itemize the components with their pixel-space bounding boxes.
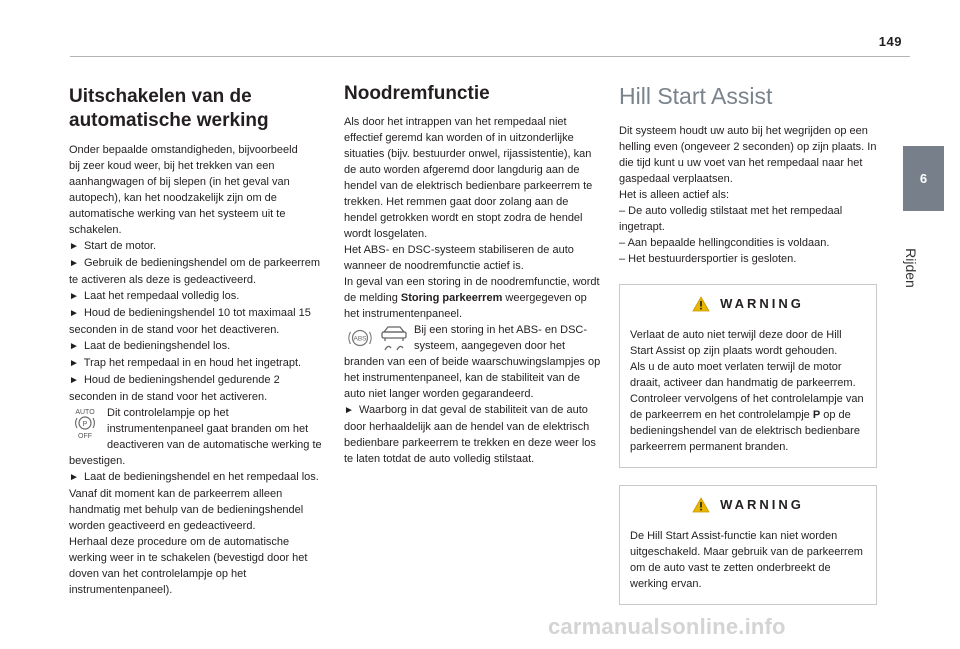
step-item: ► Houd de bedieningshendel 10 tot maximaal 15 seconden in de stand voor het deactiveren. (69, 307, 311, 336)
fault-message: Storing parkeerrem (400, 292, 503, 304)
column-auto-off (69, 82, 327, 598)
condition-item: – De auto volledig stilstaat met het rempedaal ingetrapt. (619, 205, 843, 233)
abs-dsc-block (344, 322, 602, 402)
watermark: carmanualsonline.info (548, 614, 786, 639)
section-title: Noodremfunctie (344, 83, 490, 104)
arrow-icon: ► (69, 241, 79, 252)
svg-text:P: P (82, 421, 88, 428)
paragraph-1: Als door het intrappen van het rempedaal niet effectief geremd kan worden of in uitzonderlijke situaties (bijv. bestuurder onwel, rijassistentie), kan de auto worden afgeremd door langdurig aan de hendel van de elektrisch bedienbare parkeerrem te trekken. Het remmen gaat door zolang aan de hendel getrokken wordt en stopt zodra de hendel wordt losgelaten. (344, 116, 593, 240)
paragraph-2: Het ABS- en DSC-systeem stabiliseren de auto wanneer de noodremfunctie actief is. (344, 244, 574, 272)
arrow-icon: ► (69, 308, 79, 319)
condition-item: – Aan bepaalde hellingcondities is voldaan. (619, 237, 830, 249)
after-paragraph: Vanaf dit moment kan de parkeerrem alleen handmatig met behulp van de bedieningshendel worden geactiveerd en gedeactiveerd. (69, 488, 304, 532)
header-rule (70, 56, 910, 57)
chapter-label: Rijden (903, 248, 919, 288)
paragraph-1: Dit systeem houdt uw auto bij het wegrijden op een helling even (ongeveer 2 seconden) op zijn plaats. In die tijd kunt u uw voet van het rempedaal naar het gaspedaal verplaatsen. (619, 125, 877, 185)
stability-step: ► Waarborg in dat geval de stabiliteit van de auto door herhaaldelijk aan de hendel van de elektrisch bedienbare parkeerrem te trekken en deze weer los te laten totdat de auto volledig stilstaat. (344, 404, 596, 465)
paragraph-3: In geval van een storing in de noodremfunctie, wordt de melding Storing parkeerrem weergegeven op het instrumentenpaneel. (344, 276, 600, 320)
arrow-icon: ► (69, 341, 79, 352)
warning-text-1: Verlaat de auto niet terwijl deze door de Hill Start Assist op zijn plaats wordt gehouden. (630, 329, 842, 357)
step-list (69, 238, 327, 405)
step-item: ► Houd de bedieningshendel gedurende 2 seconden in de stand voor het activeren. (69, 374, 280, 403)
abs-dsc-text: Bij een storing in het ABS- en DSC-systeem, aangegeven door het branden van een of beide waarschuwingslampjes op het instrumentenpaneel, kan de stabiliteit van de auto niet langer worden gegarandeerd. (344, 324, 601, 400)
page-number: 149 (878, 34, 902, 49)
intro-line: automatische werking van het systeem uit te (69, 208, 286, 220)
step-item: ► Gebruik de bedieningshendel om de parkeerrem te activeren als deze is gedeactiveerd. (69, 257, 320, 286)
arrow-icon: ► (69, 358, 79, 369)
arrow-icon: ► (69, 291, 79, 302)
warning-box-2 (619, 485, 877, 605)
warning-title: WARNING (720, 497, 804, 512)
step-item: ► Trap het rempedaal in en houd het ingetrapt. (69, 357, 302, 369)
chapter-number: 6 (919, 171, 928, 186)
after-paragraph-2: Herhaal deze procedure om de automatische werking weer in te schakelen (bevestigd door het doven van het controlelampje op het instrumentenpaneel). (69, 536, 308, 596)
abs-warning-icon (349, 331, 371, 346)
section-title: Hill Start Assist (619, 83, 773, 109)
paragraph-2: Het is alleen actief als: (619, 189, 730, 201)
intro-paragraph (69, 142, 327, 238)
warning-text: De Hill Start Assist-functie kan niet worden uitgeschakeld. Maar gebruik van de parkeerrem om de auto vast te zetten onderbreekt de werking ervan. (630, 530, 863, 590)
condition-list (619, 203, 877, 267)
section-title: Uitschakelen van de automatische werking (69, 86, 269, 131)
arrow-icon: ► (69, 472, 79, 483)
auto-off-indicator-icon (69, 406, 101, 440)
auto-off-indicator-text: Dit controlelampje op het instrumentenpaneel gaat branden om het deactiveren van de automatische werking te bevestigen. (69, 407, 322, 467)
step-list-b (69, 469, 327, 486)
warning-text-2: Als u de auto moet verlaten terwijl de motor draait, activeer dan handmatig de parkeerrem. Controleer vervolgens of het controlelampje van de parkeerrem en het controlelampje P op de bedieningshendel van de elektrisch bedienbare parkeerrem permanent branden. (630, 361, 864, 453)
dsc-skid-icon (382, 327, 406, 350)
column-emergency-brake (344, 82, 602, 467)
warning-title: WARNING (720, 296, 804, 311)
intro-line: Onder bepaalde omstandigheden, bijvoorbeeld (69, 144, 298, 156)
intro-line: autopech), kan het noodzakelijk zijn om de (69, 192, 277, 204)
intro-line: schakelen. (69, 224, 122, 236)
column-hill-start (619, 82, 877, 605)
off-label: OFF (78, 433, 92, 440)
warning-box-1 (619, 284, 877, 468)
abs-dsc-icons (344, 323, 408, 353)
auto-off-indicator-block (69, 405, 327, 469)
step-item: ► Laat het rempedaal volledig los. (69, 290, 240, 302)
condition-item: – Het bestuurdersportier is gesloten. (619, 253, 797, 265)
arrow-icon: ► (69, 375, 79, 386)
auto-label: AUTO (75, 409, 95, 416)
svg-text:ABS: ABS (353, 335, 367, 343)
step-item: ► Laat de bedieningshendel en het rempedaal los. (69, 471, 319, 483)
warning-triangle-icon (692, 296, 710, 312)
arrow-icon: ► (69, 258, 79, 269)
warning-triangle-icon (692, 497, 710, 513)
step-item: ► Laat de bedieningshendel los. (69, 340, 231, 352)
intro-line: aanhangwagen of bij slepen (in het geval van (69, 176, 290, 188)
intro-line: bij zeer koud weer, bij het trekken van een (69, 160, 275, 172)
step-item: ► Start de motor. (69, 240, 157, 252)
chapter-tab[interactable] (903, 146, 944, 211)
